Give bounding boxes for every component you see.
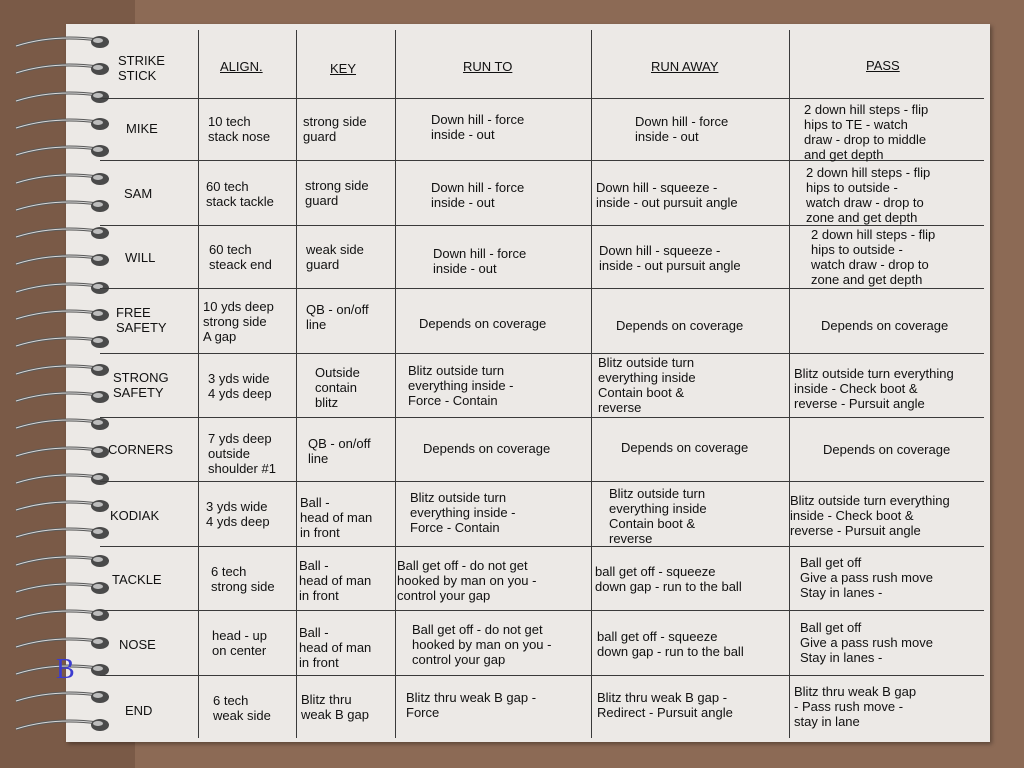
header-run-away: RUN AWAY [651, 59, 719, 74]
row-run-away: Down hill - force inside - out [635, 114, 729, 144]
row-divider [100, 417, 984, 418]
row-align: 6 tech weak side [213, 693, 271, 723]
row-pass: Blitz outside turn everything inside - Check boot & reverse - Pursuit angle [790, 493, 950, 538]
row-pass: 2 down hill steps - flip hips to TE - watch draw - drop to middle and get depth [804, 102, 929, 162]
column-divider [591, 30, 592, 738]
row-key: Ball - head of man in front [299, 558, 372, 603]
row-pass: 2 down hill steps - flip hips to outside - watch draw - drop to zone and get depth [811, 227, 936, 287]
row-position: TACKLE [112, 572, 162, 587]
row-run-away: Blitz outside turn everything inside Contain boot & reverse [609, 486, 707, 546]
row-run-to: Depends on coverage [419, 316, 547, 331]
row-run-away: Down hill - squeeze - inside - out pursuit angle [599, 243, 741, 273]
spiral-ring-icon [14, 719, 110, 733]
column-divider [789, 30, 790, 738]
column-divider [395, 30, 396, 738]
spiral-ring-icon [14, 91, 110, 105]
header-pass: PASS [866, 58, 900, 73]
row-pass: Depends on coverage [821, 318, 949, 333]
row-position: NOSE [119, 637, 156, 652]
row-divider [100, 675, 984, 676]
spiral-ring-icon [14, 63, 110, 77]
row-align: 10 yds deep strong side A gap [203, 299, 274, 344]
row-pass: Blitz thru weak B gap - Pass rush move - stay in lane [794, 684, 917, 729]
row-divider [100, 225, 984, 226]
spiral-ring-icon [14, 500, 110, 514]
row-align: 7 yds deep outside shoulder #1 [208, 431, 276, 476]
row-position: STRONG SAFETY [113, 370, 169, 400]
row-pass: Ball get off Give a pass rush move Stay in lanes - [800, 620, 933, 665]
row-key: QB - on/off line [308, 436, 371, 466]
column-divider [198, 30, 199, 738]
spiral-ring-icon [14, 446, 110, 460]
row-divider [100, 610, 984, 611]
row-run-to: Depends on coverage [423, 441, 551, 456]
row-position: WILL [125, 250, 156, 265]
spiral-ring-icon [14, 145, 110, 159]
row-key: strong side guard [305, 178, 369, 208]
column-divider [296, 30, 297, 738]
row-run-to: Blitz thru weak B gap - Force [406, 690, 537, 720]
header-align: ALIGN. [220, 59, 263, 74]
row-run-to: Down hill - force inside - out [433, 246, 527, 276]
row-align: 60 tech stack tackle [206, 179, 274, 209]
row-position: SAM [124, 186, 153, 201]
row-run-to: Blitz outside turn everything inside - Force - Contain [408, 363, 514, 408]
row-key: weak side guard [306, 242, 364, 272]
row-run-away: Blitz thru weak B gap - Redirect - Pursuit angle [597, 690, 733, 720]
page-mark: B [56, 654, 75, 685]
row-key: Ball - head of man in front [300, 495, 373, 540]
spiral-ring-icon [14, 173, 110, 187]
row-position: FREE SAFETY [116, 305, 167, 335]
row-pass: Depends on coverage [823, 442, 951, 457]
spiral-ring-icon [14, 364, 110, 378]
row-key: Outside contain blitz [315, 365, 360, 410]
spiral-ring-icon [14, 637, 110, 651]
header-run-to: RUN TO [463, 59, 513, 74]
spiral-ring-icon [14, 200, 110, 214]
spiral-ring-icon [14, 473, 110, 487]
header-key: KEY [330, 61, 357, 76]
row-position: CORNERS [108, 442, 174, 457]
row-position: END [125, 703, 153, 718]
spiral-ring-icon [14, 254, 110, 268]
row-divider [100, 98, 984, 99]
row-run-to: Down hill - force inside - out [431, 180, 525, 210]
row-align: 10 tech stack nose [208, 114, 271, 144]
row-key: Ball - head of man in front [299, 625, 372, 670]
row-run-away: Down hill - squeeze - inside - out pursuit angle [596, 180, 738, 210]
row-align: head - up on center [212, 628, 267, 658]
row-run-to: Ball get off - do not get hooked by man on you - control your gap [412, 622, 552, 667]
row-run-away: Depends on coverage [616, 318, 744, 333]
row-divider [100, 288, 984, 289]
spiral-ring-icon [14, 309, 110, 323]
row-run-to: Down hill - force inside - out [431, 112, 525, 142]
row-align: 6 tech strong side [211, 564, 275, 594]
spiral-ring-icon [14, 336, 110, 350]
spiral-ring-icon [14, 391, 110, 405]
row-key: QB - on/off line [306, 302, 369, 332]
spiral-ring-icon [14, 227, 110, 241]
spiral-ring-icon [14, 36, 110, 50]
row-divider [100, 353, 984, 354]
row-key: strong side guard [303, 114, 367, 144]
row-pass: Blitz outside turn everything inside - Check boot & reverse - Pursuit angle [794, 366, 954, 411]
spiral-ring-icon [14, 609, 110, 623]
row-run-to: Ball get off - do not get hooked by man on you - control your gap [397, 558, 537, 603]
row-run-to: Blitz outside turn everything inside - Force - Contain [410, 490, 516, 535]
row-pass: Ball get off Give a pass rush move Stay in lanes - [800, 555, 933, 600]
spiral-ring-icon [14, 527, 110, 541]
row-run-away: Blitz outside turn everything inside Contain boot & reverse [598, 355, 696, 415]
spiral-ring-icon [14, 118, 110, 132]
spiral-ring-icon [14, 282, 110, 296]
row-pass: 2 down hill steps - flip hips to outside - watch draw - drop to zone and get depth [806, 165, 931, 225]
row-align: 3 yds wide 4 yds deep [208, 371, 272, 401]
header-strike-stick: STRIKE STICK [118, 53, 165, 83]
row-position: MIKE [126, 121, 158, 136]
row-align: 3 yds wide 4 yds deep [206, 499, 270, 529]
spiral-ring-icon [14, 418, 110, 432]
row-run-away: Depends on coverage [621, 440, 749, 455]
spiral-ring-icon [14, 582, 110, 596]
row-align: 60 tech steack end [209, 242, 272, 272]
row-divider [100, 481, 984, 482]
row-run-away: ball get off - squeeze down gap - run to the ball [595, 564, 742, 594]
row-key: Blitz thru weak B gap [301, 692, 369, 722]
row-position: KODIAK [110, 508, 160, 523]
row-run-away: ball get off - squeeze down gap - run to the ball [597, 629, 744, 659]
row-divider [100, 546, 984, 547]
spiral-ring-icon [14, 555, 110, 569]
spiral-ring-icon [14, 691, 110, 705]
